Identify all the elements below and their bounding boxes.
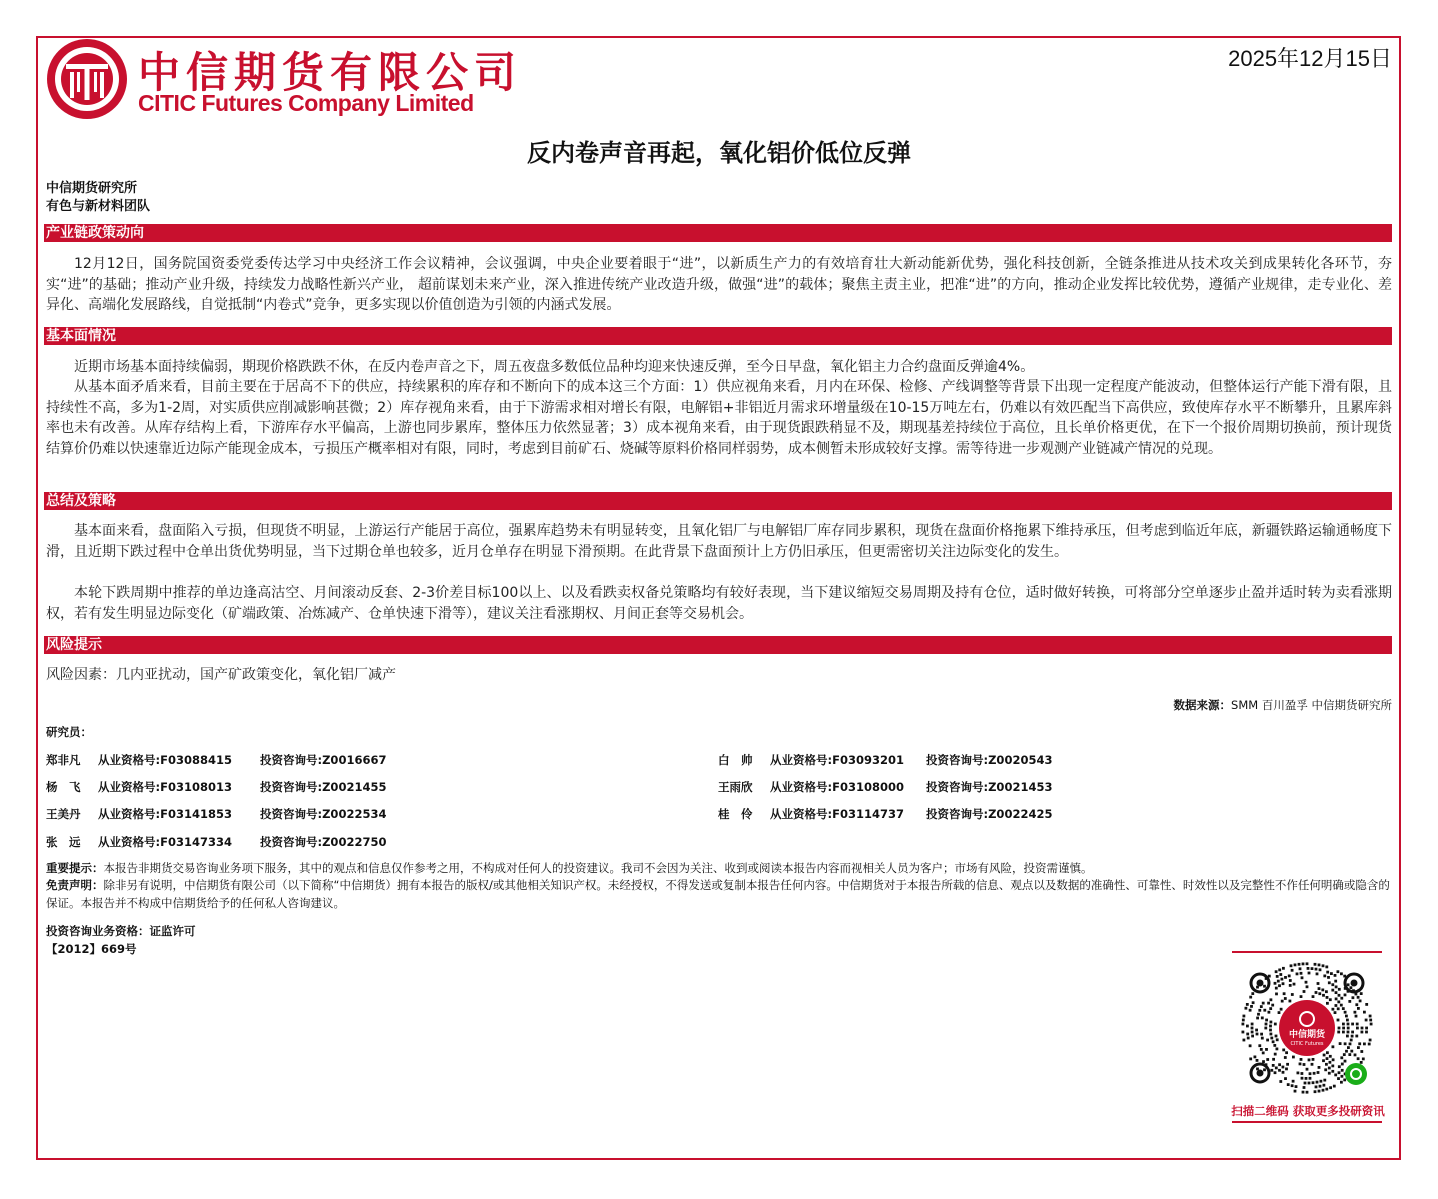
analyst-advisory: 投资咨询号:Z0021453: [926, 780, 1053, 794]
company-name-cn: 中信期货有限公司: [138, 48, 523, 97]
analyst-name: 郑非凡: [46, 753, 81, 767]
analyst-license: 从业资格号:F03141853: [98, 807, 232, 821]
analyst-name: 王美丹: [46, 807, 81, 821]
permit-line-2: 【2012】669号: [46, 942, 137, 956]
team-name: 有色与新材料团队: [46, 199, 151, 214]
report-title: 反内卷声音再起，氧化铝价低位反弹: [527, 139, 911, 167]
risk-factors: 风险因素：几内亚扰动，国产矿政策变化，氧化铝厂减产: [46, 667, 396, 683]
analyst-license: 从业资格号:F03093201: [770, 753, 904, 767]
important-notice-label: 重要提示：: [46, 861, 104, 875]
data-source-value: SMM 百川盈孚 中信期货研究所: [1231, 698, 1392, 712]
analyst-name: 王雨欣: [718, 780, 753, 794]
qr-center-label-cn: 中信期货: [1288, 1030, 1326, 1040]
analyst-name: 桂 伶: [718, 807, 753, 821]
analyst-license: 从业资格号:F03108000: [770, 780, 904, 794]
disclaimer: [46, 877, 1392, 912]
analyst-advisory: 投资咨询号:Z0020543: [926, 753, 1053, 767]
analyst-row: [46, 834, 386, 850]
section-heading-risk: 风险提示: [44, 636, 1392, 654]
section-heading-fundamentals: 基本面情况: [44, 327, 1392, 345]
analyst-advisory: 投资咨询号:Z0016667: [260, 753, 387, 767]
analyst-row: [46, 806, 386, 822]
institute-name: 中信期货研究所: [46, 181, 138, 196]
analyst-license: 从业资格号:F03147334: [98, 835, 232, 849]
disclaimer-label: 免责声明：: [46, 878, 104, 892]
qr-divider-top: [1232, 951, 1382, 953]
qr-caption: 扫描二维码 获取更多投研资讯: [1231, 1104, 1385, 1118]
data-source: [1174, 697, 1392, 713]
report-date: 2025年12月15日: [1228, 46, 1392, 71]
analyst-advisory: 投资咨询号:Z0022750: [260, 835, 387, 849]
qr-code-icon[interactable]: [1236, 957, 1378, 1099]
analyst-row: [46, 779, 386, 795]
analyst-row: [718, 752, 1052, 768]
fundamentals-paragraph-1: 近期市场基本面持续偏弱，期现价格跌跌不休，在反内卷声音之下，周五夜盘多数低位品种均迎来快速反弹，至今日早盘，氧化铝主力合约盘面反弹逾4%。: [74, 359, 1035, 375]
analyst-name: 杨 飞: [46, 780, 81, 794]
analyst-advisory: 投资咨询号:Z0021455: [260, 780, 387, 794]
analyst-license: 从业资格号:F03088415: [98, 753, 232, 767]
analyst-license: 从业资格号:F03114737: [770, 807, 904, 821]
analyst-name: 张 远: [46, 835, 81, 849]
analyst-license: 从业资格号:F03108013: [98, 780, 232, 794]
analyst-row: [46, 752, 386, 768]
analyst-row: [718, 779, 1052, 795]
analyst-advisory: 投资咨询号:Z0022534: [260, 807, 387, 821]
policy-paragraph: 12月12日，国务院国资委党委传达学习中央经济工作会议精神，会议强调，中央企业要着眼于“进”，以新质生产力的有效培育壮大新动能新优势，强化科技创新，全链条推进从技术攻关到成果转化各环节，夯实“进”的基础；推动产业升级，持续发力战略性新兴产业， 超前谋划未来产业，深入推进传统产业改造升级，做强“进”的载体；聚焦主责主业，把准“进”的方向，推动企业发挥比较优势，遵循产业规律，走专业化、差异化、高端化发展路线，自觉抵制“内卷式”竞争，更多实现以价值创造为引领的内涵式发展。: [46, 256, 1392, 314]
qr-divider-bottom: [1232, 1121, 1382, 1123]
company-name-en: CITIC Futures Company Limited: [138, 90, 474, 116]
citic-logo-icon: [46, 38, 128, 120]
analyst-name: 白 帅: [718, 753, 753, 767]
qr-center-label-en: CITIC Futures: [1290, 1041, 1324, 1047]
mini-program-badge-icon: [1345, 1063, 1367, 1085]
disclaimer-text: 除非另有说明，中信期货有限公司（以下简称“中信期货）拥有本报告的版权/或其他相关知识产权。未经授权，不得发送或复制本报告任何内容。中信期货对于本报告所载的信息、观点以及数据的准确性、可靠性、时效性以及完整性不作任何明确或隐含的保证。本报告并不构成中信期货给予的任何私人咨询建议。: [46, 878, 1390, 910]
important-notice: [46, 860, 1392, 878]
strategy-paragraph-2: 本轮下跌周期中推荐的单边逢高沽空、月间滚动反套、2-3价差目标100以上、以及看跌卖权备兑策略均有较好表现，当下建议缩短交易周期及持有仓位，适时做好转换，可将部分空单逐步止盈并适时转为卖看涨期权，若有发生明显边际变化（矿端政策、冶炼减产、仓单快速下滑等），建议关注看涨期权、月间正套等交易机会。: [46, 585, 1392, 622]
analysts-heading: 研究员：: [46, 725, 92, 739]
data-source-label: 数据来源：: [1173, 698, 1232, 712]
analyst-row: [718, 806, 1052, 822]
fundamentals-paragraph-2: 从基本面矛盾来看，目前主要在于居高不下的供应，持续累积的库存和不断向下的成本这三个方面：1）供应视角来看，月内在环保、检修、产线调整等背景下出现一定程度产能波动，但整体运行产能下滑有限，且持续性不高，多为1-2周，对实质供应削减影响甚微；2）库存视角来看，由于下游需求相对增长有限，电解铝+非铝近月需求环增量级在10-15万吨左右，仍难以有效匹配当下高供应，致使库存水平不断攀升，且累库斜率也未有改善。从库存结构上看，下游库存水平偏高，上游也同步累库，整体压力依然显著；3）成本视角来看，由于现货跟跌稍显不及，期现基差持续位于高位，且长单价格更优，在下一个报价周期切换前，预计现货结算价仍难以快速靠近边际产能现金成本，亏损压产概率相对有限，同时，考虑到目前矿石、烧碱等原料价格同样弱势，成本侧暂未形成较好支撑。需等待进一步观测产业链减产情况的兑现。: [46, 379, 1392, 457]
analyst-advisory: 投资咨询号:Z0022425: [926, 807, 1053, 821]
important-notice-text: 本报告非期货交易咨询业务项下服务，其中的观点和信息仅作参考之用，不构成对任何人的投资建议。我司不会因为关注、收到或阅读本报告内容而视相关人员为客户；市场有风险，投资需谨慎。: [103, 861, 1093, 875]
permit-line-1: 投资咨询业务资格：证监许可: [46, 924, 196, 938]
section-heading-policy: 产业链政策动向: [44, 224, 1392, 242]
section-heading-strategy: 总结及策略: [44, 492, 1392, 510]
strategy-paragraph-1: 基本面来看，盘面陷入亏损，但现货不明显，上游运行产能居于高位，强累库趋势未有明显转变，且氧化铝厂与电解铝厂库存同步累积，现货在盘面价格拖累下维持承压，但考虑到临近年底，新疆铁路运输通畅度下滑，且近期下跌过程中仓单出货优势明显，当下过期仓单也较多，近月仓单存在明显下滑预期。在此背景下盘面预计上方仍旧承压，但更需密切关注边际变化的发生。: [46, 523, 1392, 560]
